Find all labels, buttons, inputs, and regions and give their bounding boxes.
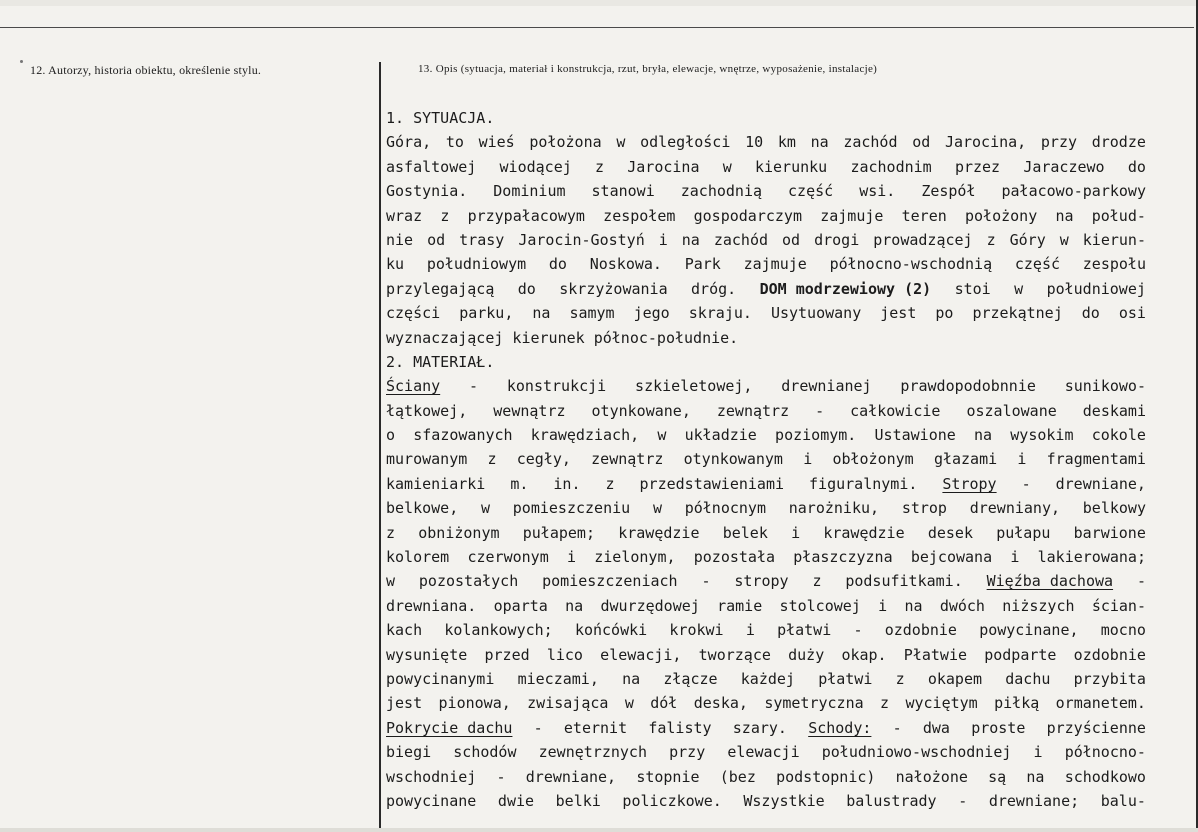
word: zwisająca	[527, 694, 609, 713]
form-top-rule	[0, 27, 1194, 28]
word: oszalowane	[966, 401, 1057, 420]
word: na	[810, 133, 829, 152]
word: krokwi	[669, 621, 724, 640]
word: lakierowana;	[1037, 548, 1146, 567]
text-line	[386, 399, 1146, 423]
word: pułapu	[996, 523, 1051, 542]
word: dół	[650, 694, 678, 713]
word: Jarocin-Gostyń	[518, 230, 645, 249]
section-heading-material: 2. MATERIAŁ.	[386, 352, 495, 371]
word: wyciętym	[905, 694, 978, 713]
word: po	[935, 304, 954, 323]
word: płaszczyzna	[793, 548, 893, 567]
word: prowadzącej	[873, 230, 973, 249]
word: szkieletowej,	[635, 377, 753, 396]
word: drewniana.	[386, 596, 477, 615]
word: czerwonym	[467, 548, 549, 567]
word: skrzyżowania	[559, 279, 668, 298]
word: wraz	[386, 206, 423, 225]
text-line	[386, 521, 1146, 545]
word: stropy	[734, 572, 789, 591]
word: dwie	[497, 791, 535, 810]
text-line	[386, 643, 1146, 667]
word: kach	[386, 621, 423, 640]
text-line	[386, 667, 1146, 691]
word: południowo-wschodniej	[821, 743, 1012, 762]
word: dachu	[1005, 669, 1051, 688]
word: wewnątrz	[493, 401, 566, 420]
text-line	[386, 789, 1146, 813]
word: wiodącej	[499, 157, 572, 176]
word: drewniane,	[1055, 474, 1146, 493]
word: drewniane,	[525, 767, 617, 786]
word: część	[788, 182, 834, 201]
word: m.	[510, 474, 529, 493]
word: krawędzie	[823, 523, 905, 542]
word: w	[652, 499, 662, 518]
text-line	[386, 155, 1146, 179]
word: do	[1081, 304, 1100, 323]
text-line: w pozostałych pomieszczeniach - stropy z podsufitkami. Więźba dachowa -	[386, 569, 1146, 593]
word: przyścienne	[1046, 718, 1146, 737]
word: -	[815, 401, 825, 420]
word: ramie	[717, 596, 763, 615]
word: desek	[927, 523, 973, 542]
word: belek	[722, 523, 768, 542]
word: jego	[633, 304, 670, 323]
word: przekątnej	[972, 304, 1063, 323]
word: na	[904, 596, 923, 615]
text-line	[386, 228, 1146, 252]
word: przedstawieniami	[639, 474, 785, 493]
word: Dominium	[493, 182, 566, 201]
word: km	[777, 133, 796, 152]
word: w	[624, 694, 634, 713]
word: policzkowe.	[622, 791, 722, 810]
word: to	[445, 133, 464, 152]
word: osi	[1118, 304, 1146, 323]
word: powycinane	[386, 791, 477, 810]
word: Usytuowany	[770, 304, 862, 323]
word: z	[880, 694, 890, 713]
word: trasy	[459, 230, 505, 249]
word: wsi.	[859, 182, 896, 201]
word: drogi	[814, 230, 860, 249]
word: podsufitkami.	[845, 572, 963, 591]
word: konstrukcji	[506, 377, 607, 396]
word: zachodnim	[850, 157, 932, 176]
word: od	[912, 133, 931, 152]
word: belkowy	[1082, 499, 1146, 518]
word: okap.	[841, 645, 887, 664]
word: zespołem	[603, 206, 676, 225]
text-line	[386, 618, 1146, 642]
word: dróg.	[691, 279, 737, 298]
word: ścian-	[1091, 596, 1146, 615]
word: obniżonym	[418, 523, 500, 542]
word: położony	[964, 206, 1038, 225]
word: zielonym,	[594, 548, 676, 567]
text-line	[386, 374, 1146, 398]
word: północno-	[1064, 743, 1146, 762]
word: powycinane,	[979, 621, 1079, 640]
word: ozdobnie	[1073, 645, 1146, 664]
word: stoi	[954, 279, 991, 298]
word: do	[1127, 157, 1146, 176]
word: balustrady	[846, 791, 937, 810]
word: stopnie	[636, 767, 700, 786]
field-12-label: 12. Autorzy, historia obiektu, określenie stylu.	[30, 63, 262, 77]
field-13-label: 13. Opis (sytuacja, materiał i konstrukcja, rzut, bryła, elewacje, wnętrze, wyposażenie, instalacje)	[418, 63, 878, 75]
word: w	[481, 499, 491, 518]
word: falisty	[648, 718, 712, 737]
word: ozdobnie	[884, 621, 957, 640]
keyword-stropy: Stropy	[942, 474, 997, 493]
word: i	[1010, 548, 1020, 567]
word: krawędziach,	[530, 426, 640, 445]
word: okapem	[927, 669, 983, 688]
word: zajmuje	[820, 206, 884, 225]
word: w	[722, 157, 732, 176]
word: przybita	[1073, 669, 1146, 688]
word: kolorem	[386, 548, 450, 567]
word: stolcowej	[779, 596, 861, 615]
word: wieś	[478, 133, 515, 152]
word: końcówki	[574, 621, 648, 640]
word: powycinanymi	[386, 669, 495, 688]
word: szary.	[732, 718, 787, 737]
scan-bottom-edge	[0, 828, 1198, 832]
word: oparta	[493, 596, 548, 615]
word: łątkowej,	[386, 401, 468, 420]
column-divider	[379, 62, 381, 832]
word: 10	[745, 133, 764, 152]
word: płatwi	[777, 621, 832, 640]
word: -	[892, 718, 902, 737]
word: z	[895, 669, 905, 688]
word: zewnątrz	[591, 450, 664, 469]
word: w	[616, 133, 626, 152]
word: eternit	[563, 718, 628, 737]
word: Park	[684, 255, 721, 274]
word: północnym	[684, 499, 766, 518]
text-line	[386, 277, 1146, 301]
word: deskami	[1082, 401, 1146, 420]
word: południowej	[1046, 279, 1146, 298]
word: mocno	[1100, 621, 1146, 640]
text-line	[386, 545, 1146, 569]
word: obłożonym	[832, 450, 914, 469]
word: narożniku,	[788, 499, 880, 518]
word: samym	[569, 304, 615, 323]
word: do	[548, 255, 567, 274]
word: na	[1026, 767, 1045, 786]
word: nałożone	[895, 767, 968, 786]
word: odległości	[640, 133, 731, 152]
word: skraju.	[688, 304, 752, 323]
word: pionowa,	[438, 694, 511, 713]
word: murowanym	[386, 450, 468, 469]
word: na	[622, 669, 641, 688]
word: w	[386, 572, 396, 591]
section-heading-sytuacja: 1. SYTUACJA.	[386, 109, 495, 127]
word: pozostałych	[418, 572, 519, 591]
word: z	[386, 523, 396, 542]
word: położona	[529, 133, 602, 152]
word: pułapem;	[522, 523, 595, 542]
word: wysokim	[1010, 426, 1074, 445]
word: cokole	[1091, 426, 1146, 445]
word: -	[1021, 474, 1031, 493]
word: na	[532, 304, 551, 323]
word: elewacji	[727, 743, 800, 762]
word: teren	[901, 206, 947, 225]
word: i	[1033, 743, 1043, 762]
word: i	[745, 621, 755, 640]
word: na	[681, 230, 700, 249]
word: dwóch	[939, 596, 985, 615]
word: schodkowo	[1064, 767, 1146, 786]
word: barwione	[1073, 523, 1146, 542]
text-line	[386, 740, 1146, 764]
margin-dot	[20, 60, 23, 63]
word: dwurzędowej	[600, 596, 700, 615]
word: pomieszczeniach	[542, 572, 678, 591]
word: przy	[1040, 133, 1078, 152]
word: wysunięte	[386, 645, 468, 664]
word: są	[988, 767, 1007, 786]
word: ormanetem.	[1055, 694, 1146, 713]
word: i	[878, 596, 888, 615]
word: podparte	[984, 645, 1057, 664]
word: -	[958, 791, 968, 810]
word: wschodniej	[386, 767, 477, 786]
word: fragmentami	[1046, 450, 1146, 469]
text-line	[386, 204, 1146, 228]
word: -	[701, 572, 711, 591]
word: symetryczna	[764, 694, 864, 713]
word: przylegającą	[386, 279, 495, 298]
word: mieczami,	[517, 669, 599, 688]
word: zespołu	[1082, 255, 1146, 274]
word: w	[1059, 230, 1069, 249]
word: pałacowo-parkowy	[1001, 182, 1146, 201]
keyword-pokrycie-dachu: Pokrycie dachu	[386, 718, 513, 737]
word: drewnianej	[781, 377, 872, 396]
word: lico	[546, 645, 583, 664]
word: zachód	[713, 230, 769, 249]
word: kierunku	[754, 157, 828, 176]
word: prawdopodobnnie	[900, 377, 1036, 396]
word: Noskowa.	[589, 255, 662, 274]
word: Zespół	[921, 182, 976, 201]
word: (bez	[719, 767, 756, 786]
word: z	[986, 230, 996, 249]
dom-modrzewiowy-label: DOM modrzewiowy (2)	[759, 279, 932, 298]
text-line	[386, 496, 1146, 520]
word: i	[1017, 450, 1027, 469]
word: balu-	[1100, 791, 1146, 810]
text-line: wyznaczającej kierunek północ-południe.	[386, 328, 739, 347]
word: przed	[484, 645, 530, 664]
word: zewnętrznych	[538, 743, 647, 762]
word: asfaltowej	[386, 157, 477, 176]
word: przypałacowym	[467, 206, 585, 225]
word: figuralnymi.	[809, 474, 918, 493]
word: elewacji,	[600, 645, 682, 664]
word: kamieniarki	[386, 474, 486, 493]
word: sunikowo-	[1064, 377, 1146, 396]
text-line	[386, 691, 1146, 715]
word: schodów	[453, 743, 517, 762]
word: z	[487, 450, 497, 469]
word: in.	[553, 474, 581, 493]
word: strop	[901, 499, 947, 518]
text-line	[386, 252, 1146, 276]
word: w	[1014, 279, 1024, 298]
word: do	[517, 279, 536, 298]
word: połud-	[1091, 206, 1146, 225]
word: -	[469, 377, 479, 396]
text-line	[386, 447, 1146, 471]
word: tworzące	[698, 645, 771, 664]
word: płatwi	[818, 669, 873, 688]
word: sfazowanych	[413, 426, 513, 445]
word: z	[605, 474, 615, 493]
word: i	[566, 548, 576, 567]
word: niższych	[1002, 596, 1075, 615]
word: gospodarczym	[693, 206, 802, 225]
word: w	[657, 426, 667, 445]
word: jest	[880, 304, 917, 323]
word: stanowi	[591, 182, 655, 201]
word: kolankowych;	[444, 621, 553, 640]
word: otynkowane,	[591, 401, 691, 420]
text-line	[386, 130, 1146, 154]
word: otynkowanym	[683, 450, 783, 469]
word: Płatwie	[903, 645, 968, 664]
word: całkowicie	[850, 401, 941, 420]
word: od	[782, 230, 801, 249]
text-line	[386, 301, 1146, 325]
word: część	[1014, 255, 1061, 274]
word: belki	[555, 791, 601, 810]
word: przy	[669, 743, 706, 762]
word: Góra,	[386, 133, 432, 152]
word: parku,	[459, 304, 514, 323]
keyword-sciany: Ściany	[386, 377, 441, 396]
word: głazami	[933, 450, 998, 469]
text-line	[386, 179, 1146, 203]
word: -	[533, 718, 543, 737]
word: dwa	[922, 718, 950, 737]
word: zewnątrz	[716, 401, 790, 420]
word: południowym	[426, 255, 527, 274]
word: kierun-	[1082, 230, 1146, 249]
word: nie	[386, 230, 414, 249]
word: podstopnic)	[776, 767, 876, 786]
text-line	[386, 765, 1146, 789]
word: Ustawione	[874, 426, 956, 445]
word: części	[386, 304, 441, 323]
word: złącze	[663, 669, 718, 688]
scan-top-edge	[0, 0, 1198, 6]
word: z	[440, 206, 450, 225]
word: ku	[386, 255, 405, 274]
word: zachód	[843, 133, 898, 152]
word: i	[658, 230, 668, 249]
word: Gostynia.	[386, 182, 468, 201]
word: -	[853, 621, 863, 640]
word: na	[1055, 206, 1074, 225]
word: drewniany,	[969, 499, 1061, 518]
word: piłką	[994, 694, 1040, 713]
word: pomieszczeniu	[512, 499, 631, 518]
word: cegły,	[516, 450, 571, 469]
word: jest	[386, 694, 423, 713]
word: na	[974, 426, 993, 445]
word: proste	[971, 718, 1026, 737]
word: i	[791, 523, 801, 542]
keyword-schody: Schody:	[808, 718, 872, 737]
word: z	[812, 572, 822, 591]
word: Jaraczewo	[1023, 157, 1105, 176]
word: belkowe,	[386, 499, 459, 518]
word: od	[427, 230, 446, 249]
word: duży	[788, 645, 825, 664]
word: Wszystkie	[743, 791, 825, 810]
word: pozostała	[693, 548, 776, 567]
word: poziomym.	[775, 426, 857, 445]
word: zachodnią	[680, 182, 763, 201]
word: biegi	[386, 743, 432, 762]
word: Jarocina,	[944, 133, 1027, 152]
word: na	[565, 596, 584, 615]
text-line	[386, 716, 1146, 740]
text-line	[386, 472, 1146, 496]
keyword-wiezba-dachowa: Więźba dachowa	[986, 572, 1114, 591]
word: krawędzie	[618, 523, 700, 542]
text-line	[386, 423, 1146, 447]
word: -	[496, 767, 506, 786]
word: Góry	[1009, 230, 1046, 249]
word: o	[386, 426, 396, 445]
word: każdej	[740, 669, 795, 688]
text-line	[386, 594, 1146, 618]
word: i	[803, 450, 813, 469]
word: przez	[954, 157, 1001, 176]
description-text	[386, 106, 1146, 813]
word: deska,	[693, 694, 748, 713]
word: Jarocina	[627, 157, 700, 176]
word: zajmuje	[743, 255, 807, 274]
word: drodze	[1091, 133, 1146, 152]
word: z	[595, 157, 605, 176]
word: układzie	[684, 426, 757, 445]
word: północno-wschodnią	[829, 255, 993, 274]
word: bejcowana	[910, 548, 993, 567]
word: drewniane;	[988, 791, 1080, 810]
